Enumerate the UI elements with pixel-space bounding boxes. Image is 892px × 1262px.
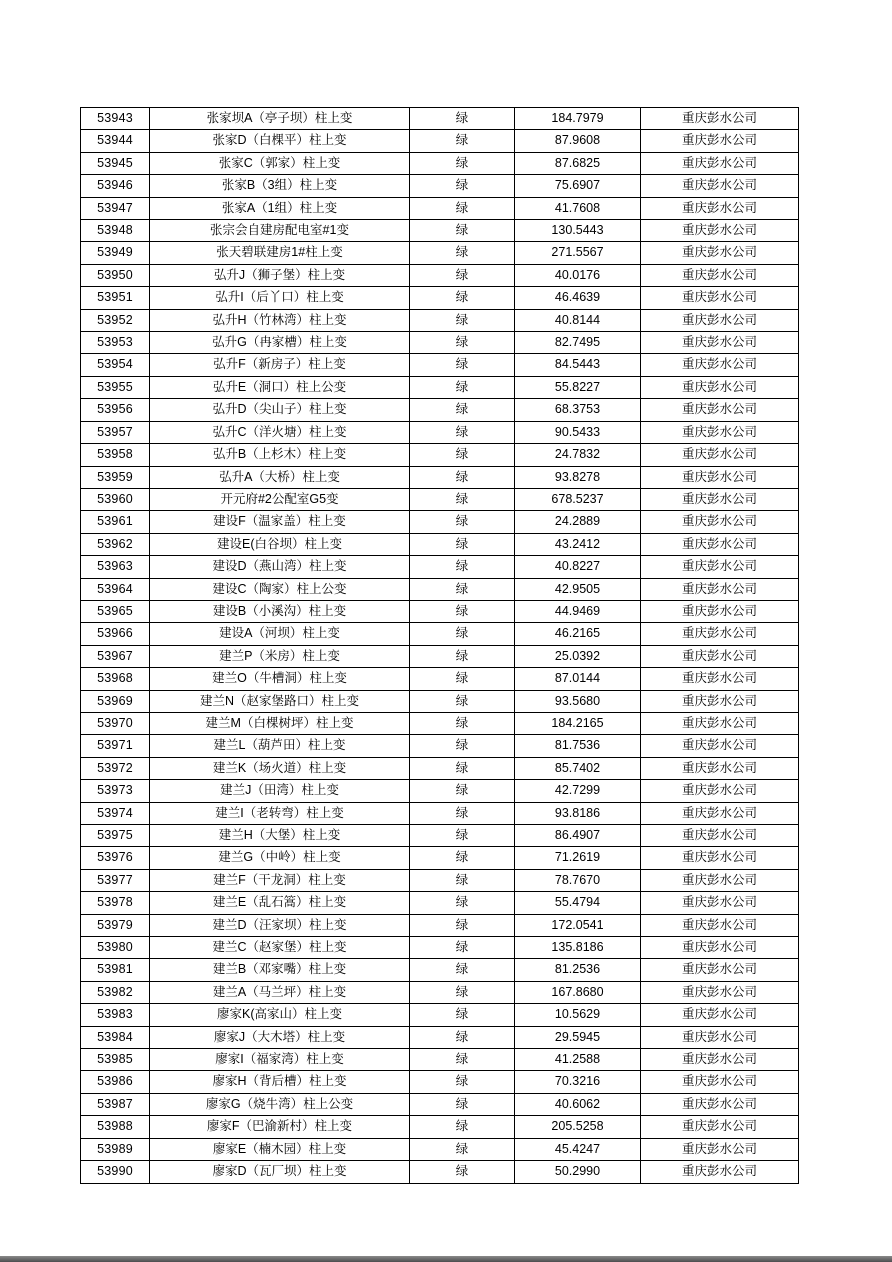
cell-name: 建兰O（牛槽洞）柱上变 <box>150 668 410 690</box>
cell-company: 重庆彭水公司 <box>641 242 799 264</box>
table-row <box>81 1026 799 1048</box>
cell-status: 绿 <box>410 1004 515 1026</box>
cell-load-value: 75.6907 <box>515 175 641 197</box>
cell-status: 绿 <box>410 825 515 847</box>
cell-load-value: 81.7536 <box>515 735 641 757</box>
table-row <box>81 1049 799 1071</box>
cell-company: 重庆彭水公司 <box>641 802 799 824</box>
cell-name: 廖家J（大木塔）柱上变 <box>150 1026 410 1048</box>
cell-name: 廖家F（巴渝新村）柱上变 <box>150 1116 410 1138</box>
table-row <box>81 332 799 354</box>
cell-company: 重庆彭水公司 <box>641 220 799 242</box>
cell-status: 绿 <box>410 354 515 376</box>
cell-company: 重庆彭水公司 <box>641 668 799 690</box>
cell-id: 53954 <box>81 354 150 376</box>
cell-status: 绿 <box>410 981 515 1003</box>
cell-load-value: 41.2588 <box>515 1049 641 1071</box>
cell-load-value: 81.2536 <box>515 959 641 981</box>
cell-status: 绿 <box>410 1049 515 1071</box>
cell-status: 绿 <box>410 287 515 309</box>
cell-status: 绿 <box>410 108 515 130</box>
cell-name: 建兰B（邓家嘴）柱上变 <box>150 959 410 981</box>
cell-status: 绿 <box>410 152 515 174</box>
cell-name: 廖家H（背后槽）柱上变 <box>150 1071 410 1093</box>
table-row <box>81 466 799 488</box>
cell-status: 绿 <box>410 690 515 712</box>
cell-id: 53972 <box>81 757 150 779</box>
cell-load-value: 40.8227 <box>515 556 641 578</box>
cell-status: 绿 <box>410 1071 515 1093</box>
table-row <box>81 197 799 219</box>
cell-name: 弘升C（洋火塘）柱上变 <box>150 421 410 443</box>
cell-name: 张家坝A（亭子坝）柱上变 <box>150 108 410 130</box>
cell-load-value: 135.8186 <box>515 937 641 959</box>
cell-load-value: 678.5237 <box>515 488 641 510</box>
cell-status: 绿 <box>410 264 515 286</box>
cell-status: 绿 <box>410 645 515 667</box>
table-row <box>81 802 799 824</box>
cell-id: 53964 <box>81 578 150 600</box>
cell-load-value: 184.2165 <box>515 712 641 734</box>
cell-company: 重庆彭水公司 <box>641 264 799 286</box>
cell-status: 绿 <box>410 197 515 219</box>
cell-load-value: 46.2165 <box>515 623 641 645</box>
table-row <box>81 152 799 174</box>
cell-load-value: 87.0144 <box>515 668 641 690</box>
cell-load-value: 43.2412 <box>515 533 641 555</box>
cell-company: 重庆彭水公司 <box>641 376 799 398</box>
table-row <box>81 892 799 914</box>
cell-name: 建兰K（场火道）柱上变 <box>150 757 410 779</box>
table-row <box>81 1116 799 1138</box>
cell-status: 绿 <box>410 421 515 443</box>
cell-id: 53944 <box>81 130 150 152</box>
table-row <box>81 847 799 869</box>
cell-id: 53957 <box>81 421 150 443</box>
cell-load-value: 50.2990 <box>515 1161 641 1183</box>
cell-name: 廖家E（楠木园）柱上变 <box>150 1138 410 1160</box>
cell-id: 53976 <box>81 847 150 869</box>
cell-load-value: 41.7608 <box>515 197 641 219</box>
cell-company: 重庆彭水公司 <box>641 735 799 757</box>
table-row <box>81 399 799 421</box>
cell-name: 建设D（燕山湾）柱上变 <box>150 556 410 578</box>
cell-id: 53967 <box>81 645 150 667</box>
cell-name: 廖家G（烧牛湾）柱上公变 <box>150 1093 410 1115</box>
cell-load-value: 71.2619 <box>515 847 641 869</box>
cell-name: 建兰E（乱石篙）柱上变 <box>150 892 410 914</box>
cell-company: 重庆彭水公司 <box>641 130 799 152</box>
cell-id: 53971 <box>81 735 150 757</box>
cell-load-value: 70.3216 <box>515 1071 641 1093</box>
table-row <box>81 690 799 712</box>
cell-status: 绿 <box>410 600 515 622</box>
cell-status: 绿 <box>410 533 515 555</box>
table-body <box>81 108 799 1184</box>
table-row <box>81 309 799 331</box>
cell-company: 重庆彭水公司 <box>641 488 799 510</box>
cell-id: 53982 <box>81 981 150 1003</box>
cell-load-value: 55.4794 <box>515 892 641 914</box>
cell-id: 53990 <box>81 1161 150 1183</box>
cell-load-value: 45.4247 <box>515 1138 641 1160</box>
cell-id: 53970 <box>81 712 150 734</box>
cell-name: 建设B（小溪沟）柱上变 <box>150 600 410 622</box>
cell-id: 53955 <box>81 376 150 398</box>
cell-company: 重庆彭水公司 <box>641 444 799 466</box>
table-row <box>81 130 799 152</box>
table-row <box>81 914 799 936</box>
cell-load-value: 205.5258 <box>515 1116 641 1138</box>
cell-load-value: 46.4639 <box>515 287 641 309</box>
table-row <box>81 354 799 376</box>
cell-name: 弘升J（狮子堡）柱上变 <box>150 264 410 286</box>
cell-name: 张天碧联建房1#柱上变 <box>150 242 410 264</box>
table-row <box>81 444 799 466</box>
cell-company: 重庆彭水公司 <box>641 578 799 600</box>
cell-id: 53978 <box>81 892 150 914</box>
cell-company: 重庆彭水公司 <box>641 937 799 959</box>
cell-load-value: 78.7670 <box>515 869 641 891</box>
cell-name: 弘升B（上杉木）柱上变 <box>150 444 410 466</box>
cell-id: 53977 <box>81 869 150 891</box>
table-row <box>81 735 799 757</box>
cell-load-value: 93.5680 <box>515 690 641 712</box>
cell-name: 廖家K(高家山）柱上变 <box>150 1004 410 1026</box>
cell-status: 绿 <box>410 376 515 398</box>
cell-name: 弘升D（尖山子）柱上变 <box>150 399 410 421</box>
cell-company: 重庆彭水公司 <box>641 1071 799 1093</box>
cell-company: 重庆彭水公司 <box>641 600 799 622</box>
cell-name: 张家D（白棵平）柱上变 <box>150 130 410 152</box>
cell-status: 绿 <box>410 130 515 152</box>
cell-id: 53946 <box>81 175 150 197</box>
cell-id: 53965 <box>81 600 150 622</box>
cell-company: 重庆彭水公司 <box>641 1093 799 1115</box>
table-row <box>81 623 799 645</box>
cell-company: 重庆彭水公司 <box>641 847 799 869</box>
cell-status: 绿 <box>410 959 515 981</box>
cell-id: 53953 <box>81 332 150 354</box>
table-row <box>81 1161 799 1183</box>
cell-name: 建设E(白谷坝）柱上变 <box>150 533 410 555</box>
cell-id: 53988 <box>81 1116 150 1138</box>
table-row <box>81 645 799 667</box>
cell-name: 张家C（郭家）柱上变 <box>150 152 410 174</box>
cell-company: 重庆彭水公司 <box>641 332 799 354</box>
cell-status: 绿 <box>410 847 515 869</box>
cell-load-value: 24.2889 <box>515 511 641 533</box>
cell-name: 建兰M（白棵树坪）柱上变 <box>150 712 410 734</box>
cell-id: 53960 <box>81 488 150 510</box>
cell-status: 绿 <box>410 623 515 645</box>
cell-id: 53986 <box>81 1071 150 1093</box>
cell-company: 重庆彭水公司 <box>641 511 799 533</box>
cell-id: 53987 <box>81 1093 150 1115</box>
cell-name: 建兰J（田湾）柱上变 <box>150 780 410 802</box>
cell-load-value: 184.7979 <box>515 108 641 130</box>
cell-status: 绿 <box>410 1138 515 1160</box>
cell-status: 绿 <box>410 892 515 914</box>
cell-load-value: 44.9469 <box>515 600 641 622</box>
cell-status: 绿 <box>410 242 515 264</box>
cell-status: 绿 <box>410 735 515 757</box>
cell-company: 重庆彭水公司 <box>641 287 799 309</box>
cell-load-value: 55.8227 <box>515 376 641 398</box>
cell-company: 重庆彭水公司 <box>641 914 799 936</box>
cell-id: 53943 <box>81 108 150 130</box>
cell-status: 绿 <box>410 556 515 578</box>
cell-id: 53956 <box>81 399 150 421</box>
cell-company: 重庆彭水公司 <box>641 1116 799 1138</box>
table-row <box>81 421 799 443</box>
cell-status: 绿 <box>410 488 515 510</box>
table-row <box>81 488 799 510</box>
table-row <box>81 959 799 981</box>
cell-id: 53968 <box>81 668 150 690</box>
table-row <box>81 712 799 734</box>
table-row <box>81 757 799 779</box>
cell-load-value: 25.0392 <box>515 645 641 667</box>
cell-id: 53981 <box>81 959 150 981</box>
cell-id: 53950 <box>81 264 150 286</box>
cell-status: 绿 <box>410 1093 515 1115</box>
cell-company: 重庆彭水公司 <box>641 757 799 779</box>
table-row <box>81 220 799 242</box>
cell-status: 绿 <box>410 175 515 197</box>
cell-id: 53961 <box>81 511 150 533</box>
cell-name: 建兰I（老转弯）柱上变 <box>150 802 410 824</box>
cell-id: 53962 <box>81 533 150 555</box>
cell-load-value: 130.5443 <box>515 220 641 242</box>
cell-company: 重庆彭水公司 <box>641 869 799 891</box>
cell-name: 建设A（河坝）柱上变 <box>150 623 410 645</box>
window-bottom-edge <box>0 1256 892 1262</box>
cell-id: 53952 <box>81 309 150 331</box>
cell-load-value: 29.5945 <box>515 1026 641 1048</box>
cell-status: 绿 <box>410 914 515 936</box>
cell-load-value: 172.0541 <box>515 914 641 936</box>
cell-load-value: 24.7832 <box>515 444 641 466</box>
cell-id: 53973 <box>81 780 150 802</box>
cell-name: 建兰D（汪家坝）柱上变 <box>150 914 410 936</box>
cell-status: 绿 <box>410 511 515 533</box>
cell-status: 绿 <box>410 399 515 421</box>
cell-name: 开元府#2公配室G5变 <box>150 488 410 510</box>
table-row <box>81 825 799 847</box>
cell-load-value: 86.4907 <box>515 825 641 847</box>
cell-company: 重庆彭水公司 <box>641 645 799 667</box>
table-row <box>81 668 799 690</box>
cell-id: 53974 <box>81 802 150 824</box>
cell-id: 53989 <box>81 1138 150 1160</box>
table-row <box>81 264 799 286</box>
table-row <box>81 242 799 264</box>
cell-company: 重庆彭水公司 <box>641 175 799 197</box>
cell-load-value: 10.5629 <box>515 1004 641 1026</box>
cell-status: 绿 <box>410 802 515 824</box>
cell-name: 建兰G（中岭）柱上变 <box>150 847 410 869</box>
cell-load-value: 167.8680 <box>515 981 641 1003</box>
table-row <box>81 981 799 1003</box>
table-row <box>81 175 799 197</box>
cell-company: 重庆彭水公司 <box>641 1004 799 1026</box>
cell-company: 重庆彭水公司 <box>641 1049 799 1071</box>
table-row <box>81 1004 799 1026</box>
transformer-table <box>80 107 799 1184</box>
cell-name: 张家A（1组）柱上变 <box>150 197 410 219</box>
table-row <box>81 1071 799 1093</box>
cell-id: 53984 <box>81 1026 150 1048</box>
cell-load-value: 93.8186 <box>515 802 641 824</box>
cell-name: 建兰C（赵家堡）柱上变 <box>150 937 410 959</box>
cell-company: 重庆彭水公司 <box>641 197 799 219</box>
cell-status: 绿 <box>410 444 515 466</box>
table-row <box>81 533 799 555</box>
cell-status: 绿 <box>410 1116 515 1138</box>
cell-status: 绿 <box>410 578 515 600</box>
cell-name: 建设C（陶家）柱上公变 <box>150 578 410 600</box>
cell-company: 重庆彭水公司 <box>641 825 799 847</box>
cell-id: 53963 <box>81 556 150 578</box>
cell-name: 弘升G（冉家槽）柱上变 <box>150 332 410 354</box>
table-row <box>81 1093 799 1115</box>
cell-company: 重庆彭水公司 <box>641 623 799 645</box>
cell-company: 重庆彭水公司 <box>641 533 799 555</box>
cell-load-value: 82.7495 <box>515 332 641 354</box>
cell-company: 重庆彭水公司 <box>641 712 799 734</box>
cell-load-value: 40.6062 <box>515 1093 641 1115</box>
table-row <box>81 869 799 891</box>
cell-load-value: 84.5443 <box>515 354 641 376</box>
cell-status: 绿 <box>410 780 515 802</box>
cell-id: 53985 <box>81 1049 150 1071</box>
cell-company: 重庆彭水公司 <box>641 108 799 130</box>
cell-load-value: 90.5433 <box>515 421 641 443</box>
cell-company: 重庆彭水公司 <box>641 1026 799 1048</box>
cell-load-value: 85.7402 <box>515 757 641 779</box>
cell-company: 重庆彭水公司 <box>641 399 799 421</box>
cell-id: 53959 <box>81 466 150 488</box>
table-row <box>81 780 799 802</box>
cell-name: 张家B（3组）柱上变 <box>150 175 410 197</box>
cell-load-value: 68.3753 <box>515 399 641 421</box>
cell-id: 53983 <box>81 1004 150 1026</box>
cell-name: 张宗会自建房配电室#1变 <box>150 220 410 242</box>
cell-id: 53947 <box>81 197 150 219</box>
table-row <box>81 556 799 578</box>
cell-status: 绿 <box>410 1161 515 1183</box>
cell-status: 绿 <box>410 1026 515 1048</box>
cell-status: 绿 <box>410 668 515 690</box>
cell-load-value: 42.9505 <box>515 578 641 600</box>
cell-status: 绿 <box>410 757 515 779</box>
table-row <box>81 287 799 309</box>
cell-name: 弘升A（大桥）柱上变 <box>150 466 410 488</box>
cell-status: 绿 <box>410 332 515 354</box>
cell-company: 重庆彭水公司 <box>641 1138 799 1160</box>
cell-company: 重庆彭水公司 <box>641 556 799 578</box>
cell-id: 53966 <box>81 623 150 645</box>
cell-name: 弘升F（新房子）柱上变 <box>150 354 410 376</box>
cell-company: 重庆彭水公司 <box>641 354 799 376</box>
cell-load-value: 271.5567 <box>515 242 641 264</box>
cell-name: 弘升H（竹林湾）柱上变 <box>150 309 410 331</box>
cell-status: 绿 <box>410 937 515 959</box>
cell-company: 重庆彭水公司 <box>641 690 799 712</box>
cell-name: 建兰F（干龙洞）柱上变 <box>150 869 410 891</box>
cell-id: 53958 <box>81 444 150 466</box>
cell-id: 53948 <box>81 220 150 242</box>
cell-company: 重庆彭水公司 <box>641 959 799 981</box>
cell-name: 建兰N（赵家堡路口）柱上变 <box>150 690 410 712</box>
cell-name: 建设F（温家盖）柱上变 <box>150 511 410 533</box>
cell-status: 绿 <box>410 712 515 734</box>
cell-name: 弘升I（后丫口）柱上变 <box>150 287 410 309</box>
cell-id: 53949 <box>81 242 150 264</box>
cell-name: 廖家D（瓦厂坝）柱上变 <box>150 1161 410 1183</box>
cell-id: 53980 <box>81 937 150 959</box>
table-row <box>81 578 799 600</box>
cell-name: 廖家I（福家湾）柱上变 <box>150 1049 410 1071</box>
cell-company: 重庆彭水公司 <box>641 309 799 331</box>
cell-name: 建兰P（米房）柱上变 <box>150 645 410 667</box>
cell-id: 53969 <box>81 690 150 712</box>
table-row <box>81 937 799 959</box>
cell-id: 53945 <box>81 152 150 174</box>
cell-company: 重庆彭水公司 <box>641 421 799 443</box>
cell-id: 53975 <box>81 825 150 847</box>
cell-id: 53951 <box>81 287 150 309</box>
cell-name: 建兰L（葫芦田）柱上变 <box>150 735 410 757</box>
cell-company: 重庆彭水公司 <box>641 152 799 174</box>
table-row <box>81 1138 799 1160</box>
cell-id: 53979 <box>81 914 150 936</box>
cell-load-value: 40.0176 <box>515 264 641 286</box>
table-row <box>81 511 799 533</box>
cell-name: 建兰H（大堡）柱上变 <box>150 825 410 847</box>
cell-status: 绿 <box>410 466 515 488</box>
cell-status: 绿 <box>410 309 515 331</box>
cell-load-value: 42.7299 <box>515 780 641 802</box>
cell-name: 建兰A（马兰坪）柱上变 <box>150 981 410 1003</box>
cell-status: 绿 <box>410 220 515 242</box>
cell-status: 绿 <box>410 869 515 891</box>
cell-company: 重庆彭水公司 <box>641 780 799 802</box>
cell-company: 重庆彭水公司 <box>641 981 799 1003</box>
cell-load-value: 87.9608 <box>515 130 641 152</box>
cell-load-value: 93.8278 <box>515 466 641 488</box>
table-row <box>81 376 799 398</box>
table-row <box>81 600 799 622</box>
cell-name: 弘升E（洞口）柱上公变 <box>150 376 410 398</box>
cell-load-value: 87.6825 <box>515 152 641 174</box>
table-row <box>81 108 799 130</box>
cell-load-value: 40.8144 <box>515 309 641 331</box>
cell-company: 重庆彭水公司 <box>641 1161 799 1183</box>
cell-company: 重庆彭水公司 <box>641 892 799 914</box>
cell-company: 重庆彭水公司 <box>641 466 799 488</box>
